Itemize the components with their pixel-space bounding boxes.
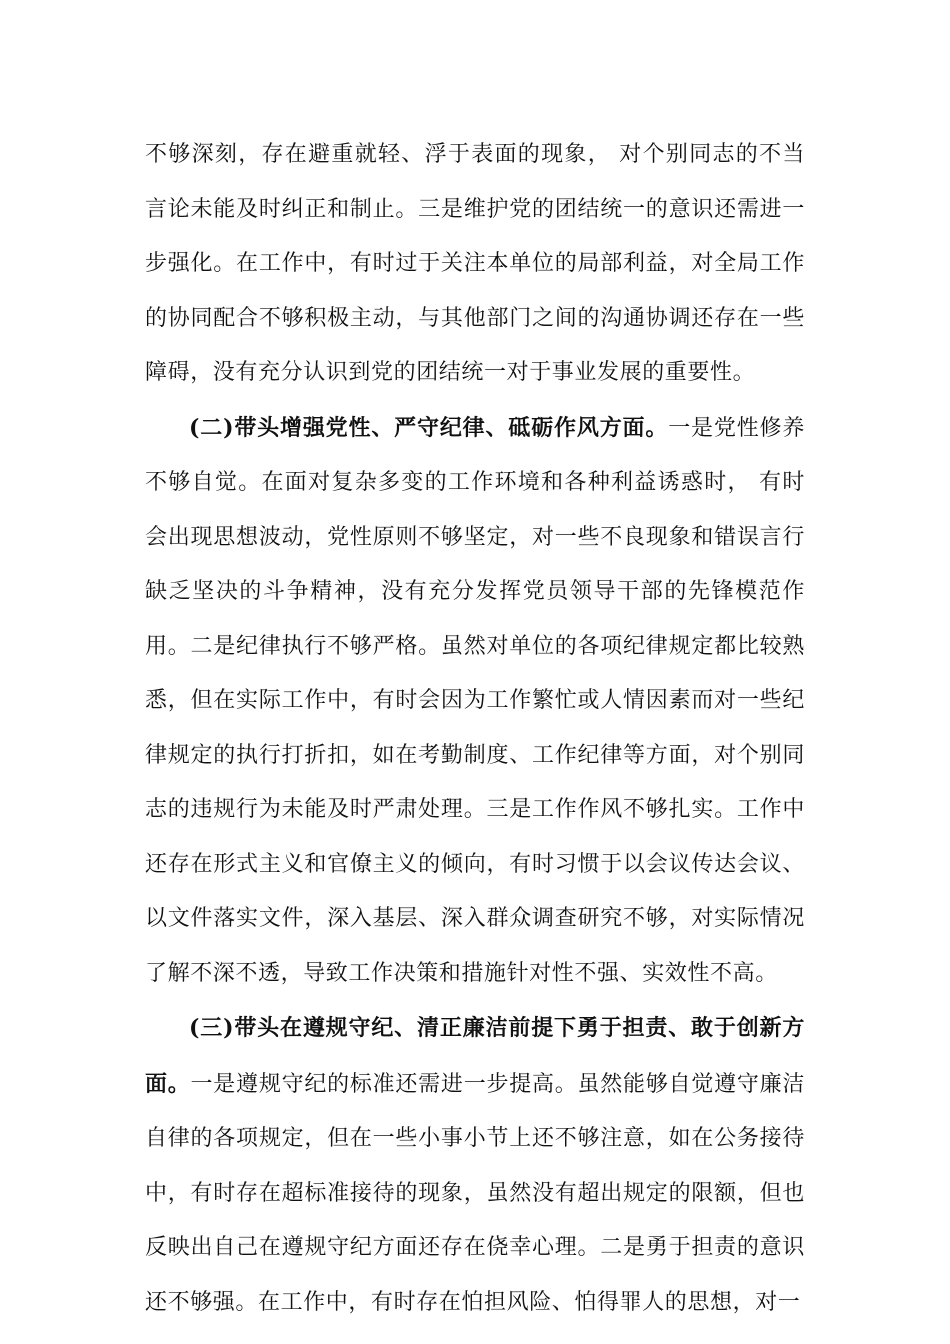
document-body: [145, 128, 805, 1330]
paragraph-section-2: [145, 401, 805, 1002]
paragraph-section-3: [145, 1001, 805, 1330]
section-heading: (二)带头增强党性、严守纪律、砥砺作风方面。: [189, 414, 669, 441]
paragraph-body: 一是遵规守纪的标准还需进一步提高。虽然能够自觉遵守廉洁自律的各项规定，但在一些小事小节上还不够注意，如在公务接待中，有时存在超标准接待的现象，虽然没有超出规定的限额，但也反映出自己在遵规守纪方面还存在侥幸心理。二是勇于担责的意识还不够强。在工作中，有时存在怕担风险、怕得罪人的思想，对一: [145, 1071, 805, 1315]
section-heading: (三)带头在遵规守纪、清正廉洁前提下勇于担责、敢于创新方面。: [145, 1015, 805, 1097]
paragraph-body: 不够深刻，存在避重就轻、浮于表面的现象， 对个别同志的不当言论未能及时纠正和制止。三是维护党的团结统一的意识还需进一步强化。在工作中，有时过于关注本单位的局部利益，对全局工作的协同配合不够积极主动，与其他部门之间的沟通协调还存在一些障碍，没有充分认识到党的团结统一对于事业发展的重要性。: [145, 142, 805, 385]
paragraph-continuation: [145, 128, 805, 401]
paragraph-body: 一是党性修养不够自觉。在面对复杂多变的工作环境和各种利益诱惑时， 有时会出现思想波动，党性原则不够坚定，对一些不良现象和错误言行缺乏坚决的斗争精神，没有充分发挥党员领导干部的先锋模范作用。二是纪律执行不够严格。虽然对单位的各项纪律规定都比较熟悉，但在实际工作中，有时会因为工作繁忙或人情因素而对一些纪律规定的执行打折扣，如在考勤制度、工作纪律等方面，对个别同志的违规行为未能及时严肃处理。三是工作作风不够扎实。工作中还存在形式主义和官僚主义的倾向，有时习惯于以会议传达会议、以文件落实文件，深入基层、深入群众调查研究不够，对实际情况了解不深不透，导致工作决策和措施针对性不强、实效性不高。: [145, 415, 805, 986]
